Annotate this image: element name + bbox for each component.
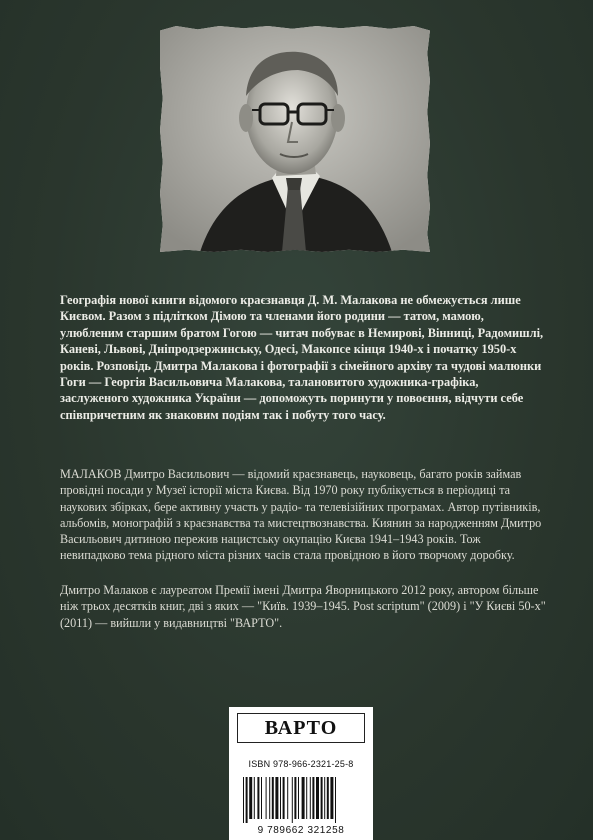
book-description: Географія нової книги відомого краєзнавця Д. М. Малакова не обмежується лише Києвом. Разом з підлітком Дімою та членами його родини — татом, мамою, улюбленим старшим братом Гогою — читач побуває в Немирові, Вінниці, Радомишлі, Каневі, Львові, Дніпродзержинську, Одесі, Макопсе кінця 1940-х і початку 1950-х років. Розповідь Дмитра Малакова і фотографії з сімейного архіву та чудові малюнки Гоги — Георгія Васильовича Малакова, талановитого художника-графіка, заслуженого художника України — допоможуть поринути у повоєння, відчути себе співпричетним як знаковим подіям так і побуту того часу. — [60, 293, 544, 422]
author-bio-paragraph: МАЛАКОВ Дмитро Васильович — відомий краєзнавець, науковець, багато років займав провідні посади у Музеї історії міста Києва. Від 1970 року публікується в періодиці та наукових збірках, бере активну участь у радіо- та телевізійних програмах. Автор путівників, альбомів, монографій з краєзнавства та мистецтвознавства. Киянин за народженням Дмитро Васильович дитиною пережив нацистську окупацію Києва 1941–1943 років. Тож невипадково тема рідного міста різних часів стала провідною в його творчому доробку. — [60, 467, 542, 563]
barcode-icon — [243, 777, 361, 823]
publisher-logo: ВАРТО — [264, 716, 338, 739]
author-awards-paragraph: Дмитро Малаков є лауреатом Премії імені Дмитра Яворницького 2012 року, автором більше ніж трьох десятків книг, дві з яких — "Київ. 1939–1945. Post scriptum" (2009) і "У Києві 50-х" (2011) — вийшли у видавництві "ВАРТО". — [60, 583, 546, 630]
publisher-logo-frame — [237, 713, 365, 743]
publisher-barcode-label — [229, 707, 373, 840]
barcode-digits: 9 789662 321258 — [257, 825, 345, 836]
isbn-text: ISBN 978-966-2321-25-8 — [248, 759, 354, 769]
author-portrait-photo — [160, 26, 430, 252]
